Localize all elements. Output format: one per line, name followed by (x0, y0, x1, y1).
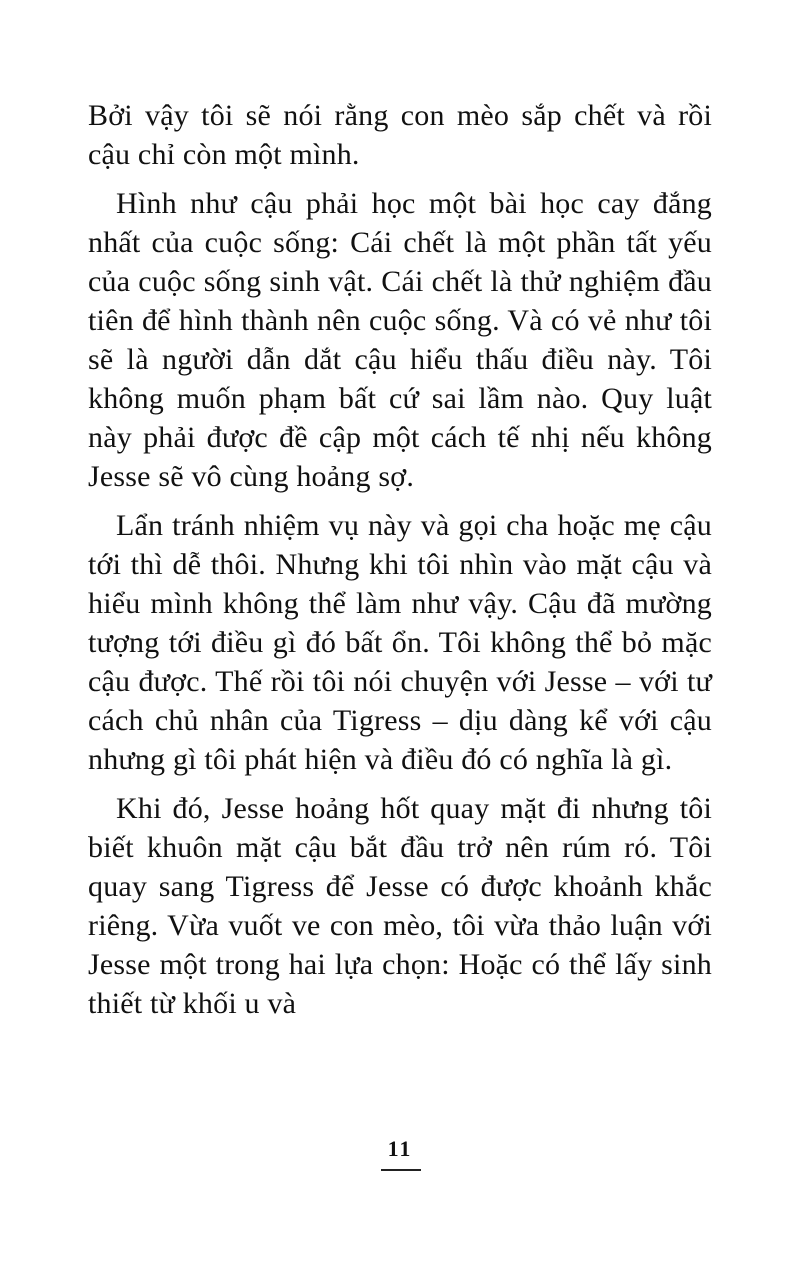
paragraph-2: Hình như cậu phải học một bài học cay đắng nhất của cuộc sống: Cái chết là một phần tất yếu của cuộc sống sinh vật. Cái chết là thử nghiệm đầu tiên để hình thành nên cuộc sống. Và có vẻ như tôi sẽ là người dẫn dắt cậu hiểu thấu điều này. Tôi không muốn phạm bất cứ sai lầm nào. Quy luật này phải được đề cập một cách tế nhị nếu không Jesse sẽ vô cùng hoảng sợ. (88, 187, 712, 493)
body-text (88, 96, 712, 1023)
paragraph-4: Khi đó, Jesse hoảng hốt quay mặt đi nhưng tôi biết khuôn mặt cậu bắt đầu trở nên rúm ró. Tôi quay sang Tigress để Jesse có được khoảnh khắc riêng. Vừa vuốt ve con mèo, tôi vừa thảo luận với Jesse một trong hai lựa chọn: Hoặc có thể lấy sinh thiết từ khối u và (88, 792, 712, 1020)
paragraph-3: Lẩn tránh nhiệm vụ này và gọi cha hoặc mẹ cậu tới thì dễ thôi. Nhưng khi tôi nhìn vào mặt cậu và hiểu mình không thể làm như vậy. Cậu đã mường tượng tới điều gì đó bất ổn. Tôi không thể bỏ mặc cậu được. Thế rồi tôi nói chuyện với Jesse – với tư cách chủ nhân của Tigress – dịu dàng kể với cậu nhưng gì tôi phát hiện và điều đó có nghĩa là gì. (88, 509, 712, 776)
page-number-underline (381, 1169, 421, 1171)
page-number: 11 (387, 1136, 413, 1161)
paragraph-1: Bởi vậy tôi sẽ nói rằng con mèo sắp chết và rồi cậu chỉ còn một mình. (88, 99, 712, 171)
